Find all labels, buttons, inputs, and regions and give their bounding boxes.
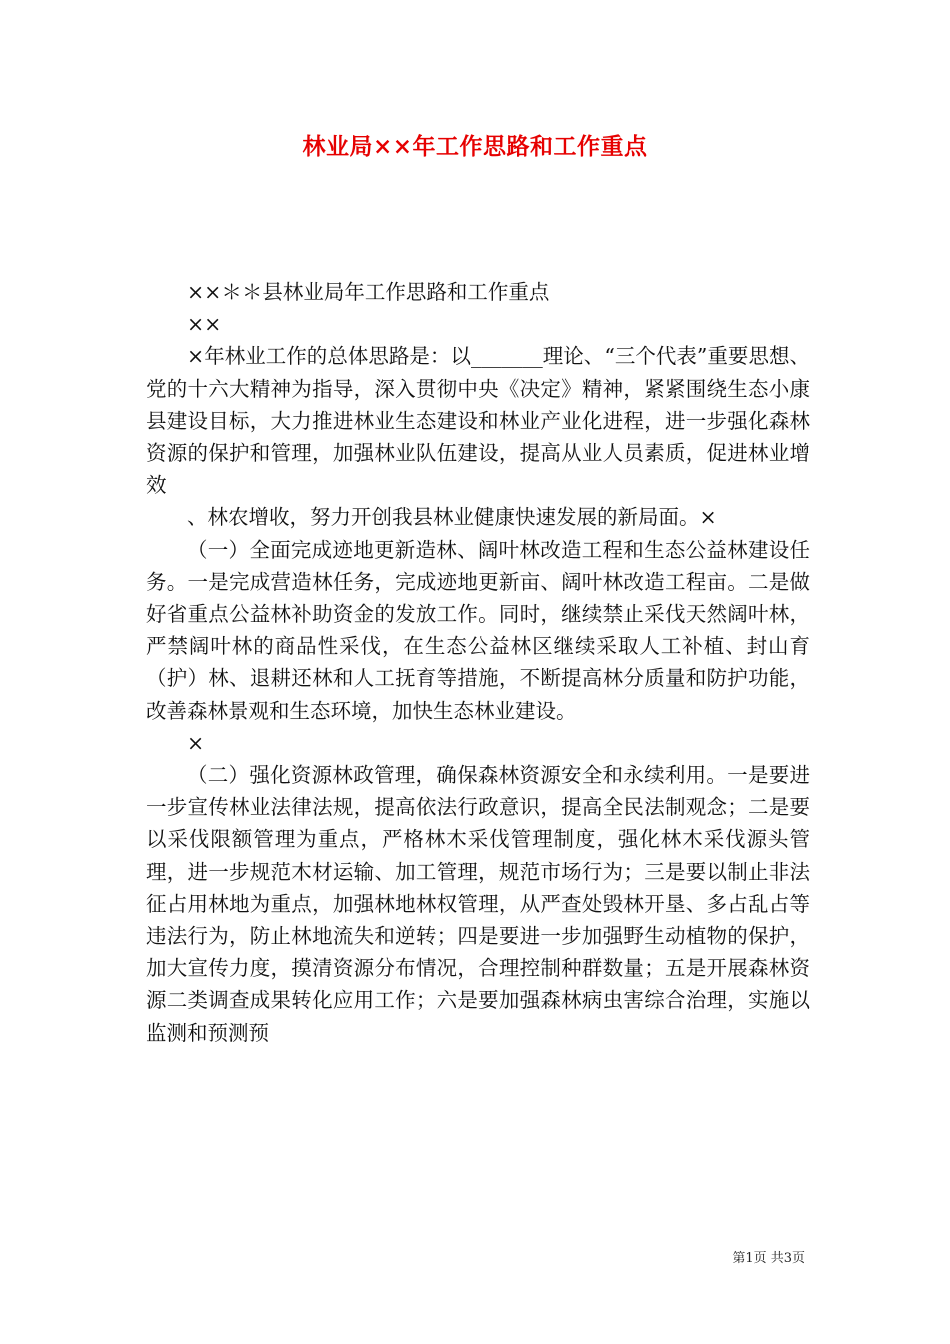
paragraph-heading: ××＊＊县林业局年工作思路和工作重点 [187,280,550,304]
document-body [146,276,810,1049]
paragraph-section-one: （一）全面完成迹地更新造林、阔叶林改造工程和生态公益林建设任务。一是完成营造林任务，完成迹地更新亩、阔叶林改造工程亩。二是做好省重点公益林补助资金的发放工作。同时，继续禁止采伐天然阔叶林，严禁阔叶林的商品性采伐，在生态公益林区继续采取人工补植、封山育（护）林、退耕还林和人工抚育等措施，不断提高林分质量和防护功能，改善森林景观和生态环境，加快生态林业建设。 [146,537,810,723]
paragraph-continuation: 、林农增收，努力开创我县林业健康快速发展的新局面。× [187,505,717,530]
document-title: 林业局××年工作思路和工作重点 [302,133,648,160]
paragraph-section-two: （二）强化资源林政管理，确保森林资源安全和永续利用。一是要进一步宣传林业法律法规，提高依法行政意识，提高全民法制观念；二是要以采伐限额管理为重点，严格林木采伐管理制度，强化林木采伐源头管理，进一步规范木材运输、加工管理，规范市场行为；三是要以制止非法征占用林地为重点，加强林地林权管理，从严查处毁林开垦、多占乱占等违法行为，防止林地流失和逆转；四是要进一步加强野生动植物的保护，加大宣传力度，摸清资源分布情况，合理控制种群数量；五是开展森林资源二类调查成果转化应用工作；六是要加强森林病虫害综合治理，实施以监测和预测预 [146,763,810,1045]
paragraph-overall-thinking: ×年林业工作的总体思路是：以_______理论、“三个代表”重要思想、党的十六大精神为指导，深入贯彻中央《决定》精神，紧紧围绕生态小康县建设目标，大力推进林业生态建设和林业产业化进程，进一步强化森林资源的保护和管理，加强林业队伍建设，提高从业人员素质，促进林业增效 [146,344,810,498]
page-number: 第1页 共3页 [732,1251,805,1266]
paragraph-marker: × [187,730,205,755]
paragraph-marker: ×× [187,312,222,337]
